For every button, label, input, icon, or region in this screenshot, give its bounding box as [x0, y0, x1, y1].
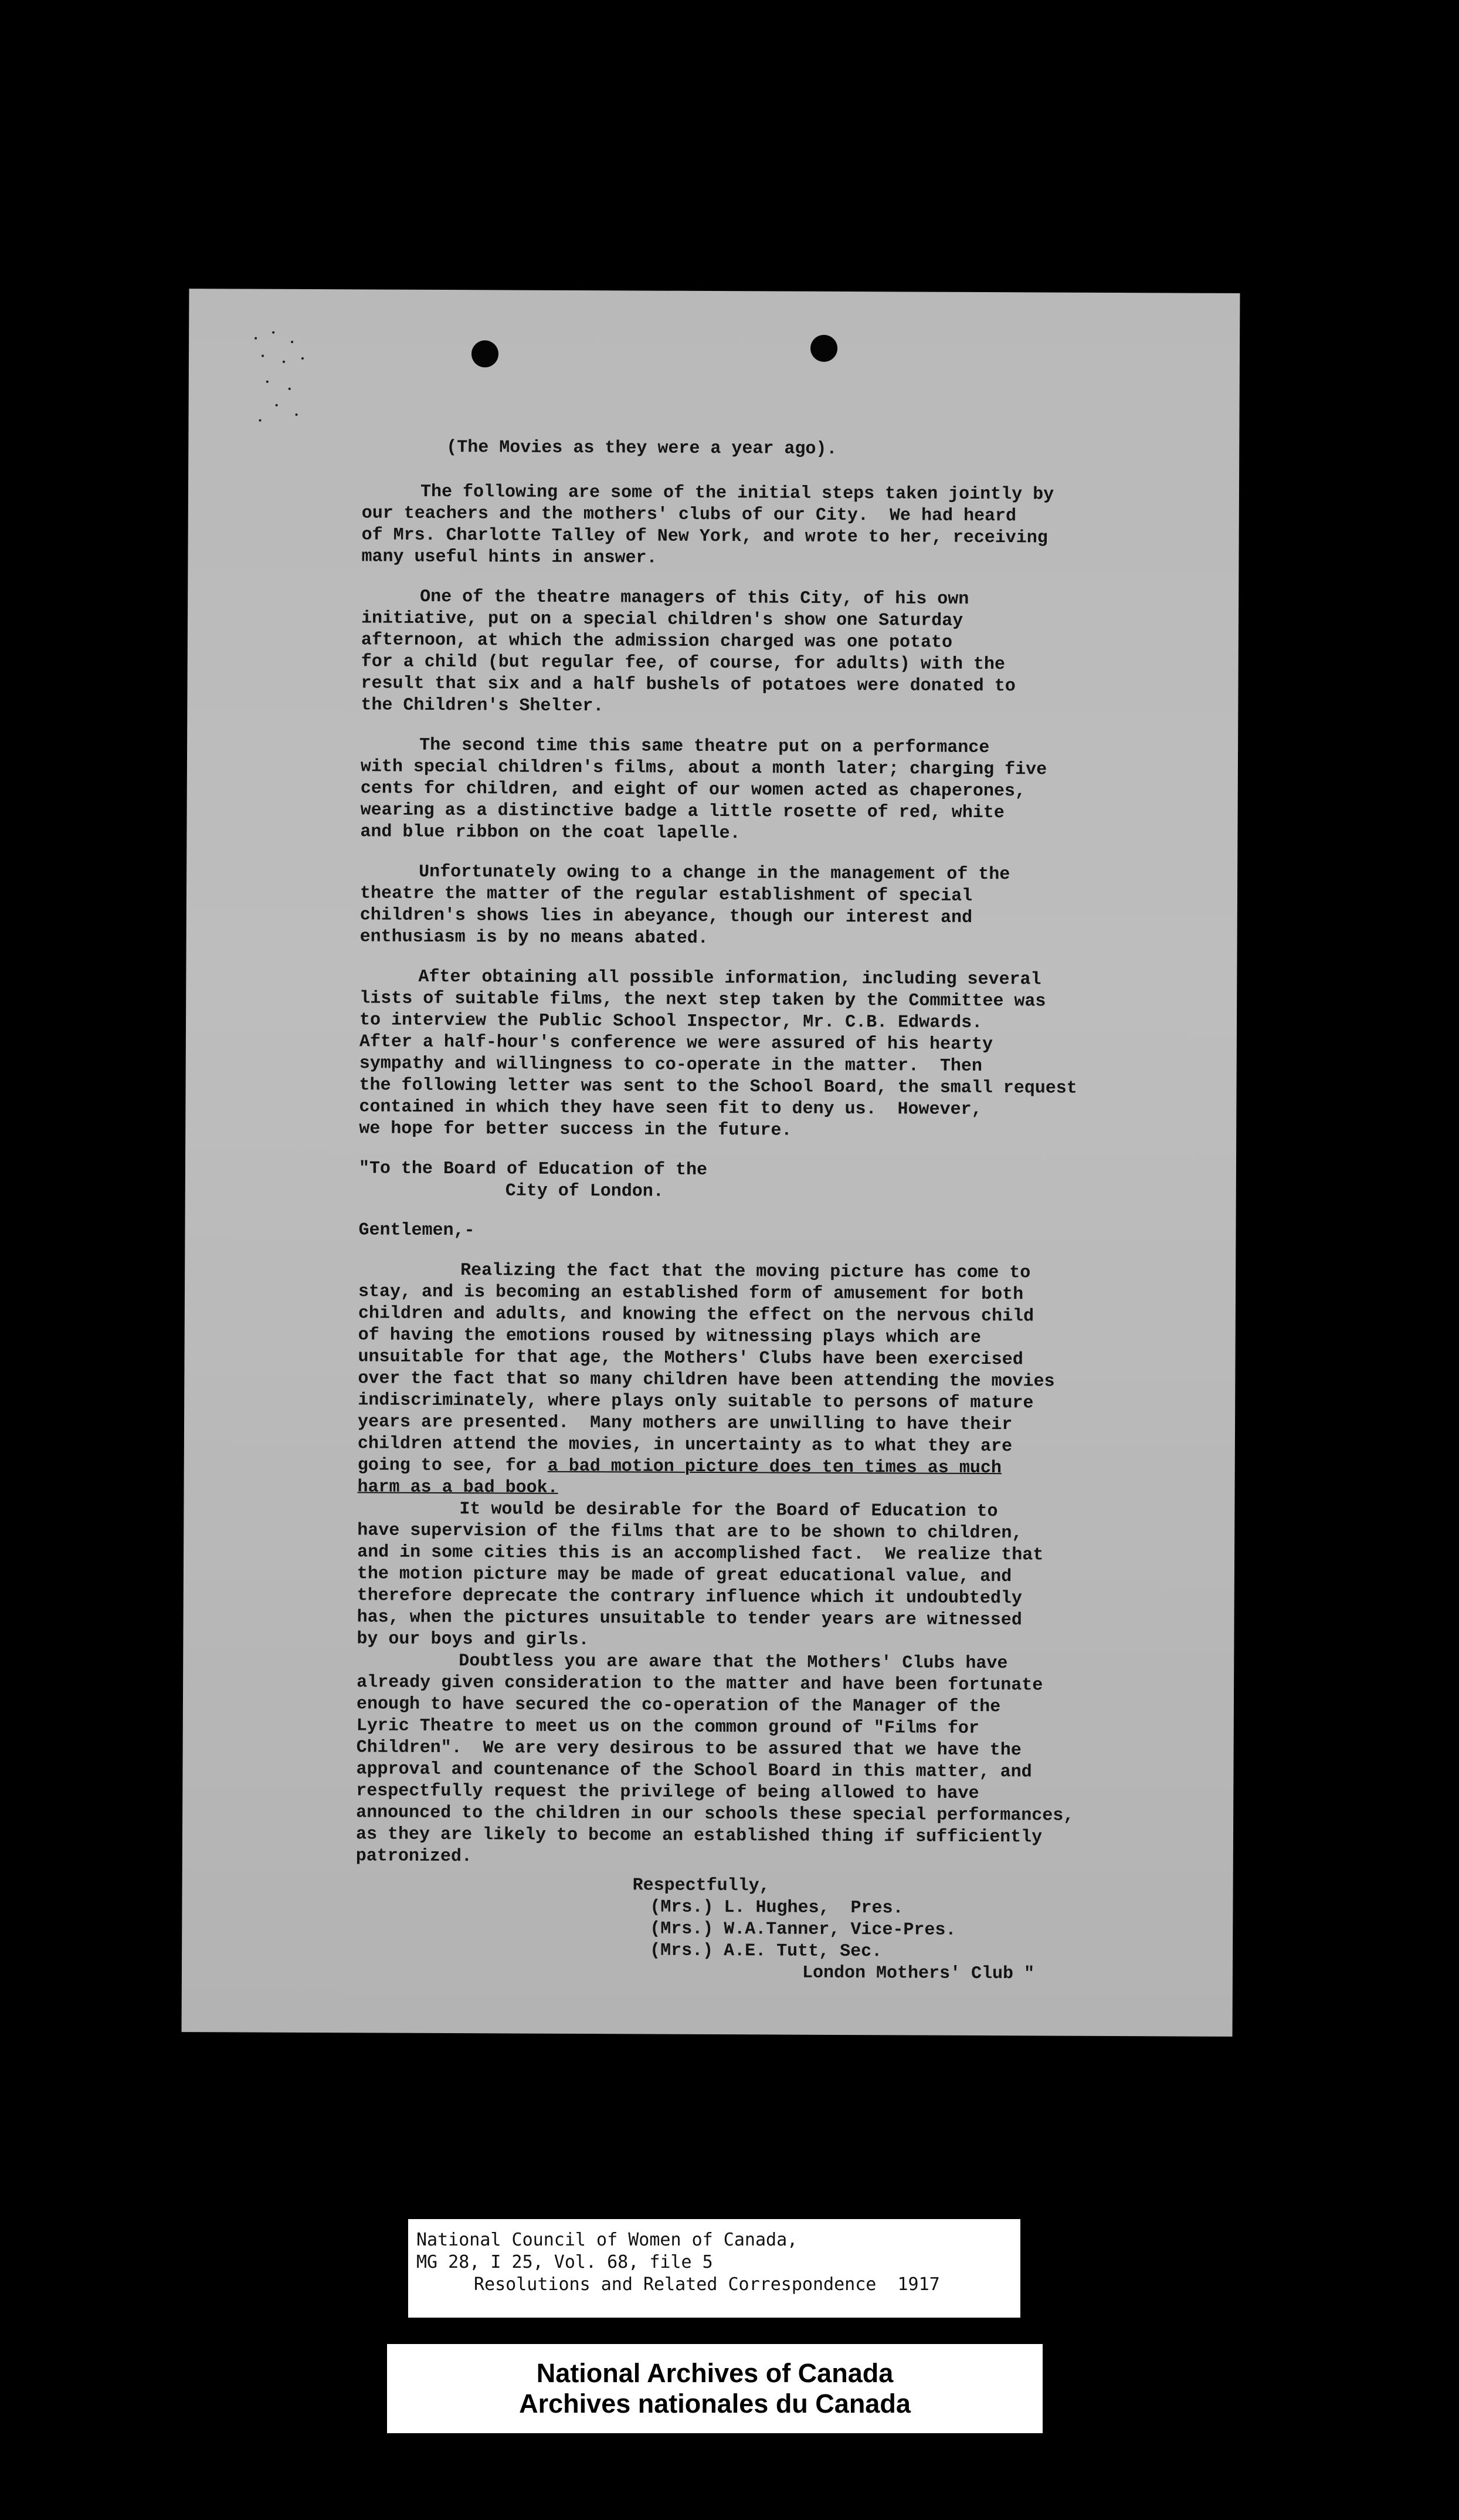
letter-line: unsuitable for that age, the Mothers' Clubs have been exercised [358, 1347, 1023, 1370]
letter-line: as they are likely to become an established thing if sufficiently [355, 1824, 1043, 1848]
letter-line: approval and countenance of the School Board in this matter, and [356, 1759, 1032, 1783]
letter-line: and in some cities this is an accomplished fact. We realize that [357, 1542, 1044, 1566]
signature-line: (Mrs.) L. Hughes, Pres. [650, 1897, 904, 1919]
letter-line: over the fact that so many children have been attending the movies [358, 1369, 1055, 1392]
paragraph-line: children's shows lies in abeyance, though our interest and [359, 905, 973, 928]
letter-line: the motion picture may be made of great educational value, and [357, 1564, 1012, 1587]
letter-line: It would be desirable for the Board of Education to [459, 1499, 998, 1522]
letter-line: Children". We are very desirous to be assured that we have the [356, 1737, 1022, 1761]
document-title: (The Movies as they were a year ago). [446, 438, 837, 459]
paragraph-line: result that six and a half bushels of potatoes were donated to [361, 673, 1016, 697]
letter-line: Lyric Theatre to meet us on the common ground of "Films for [356, 1716, 980, 1739]
letter-line: stay, and is becoming an established form of amusement for both [358, 1282, 1024, 1305]
letter-closing: Respectfully, [632, 1875, 770, 1896]
letter-line: enough to have secured the co-operation of the Manager of the [356, 1694, 1001, 1718]
label-line: National Council of Women of Canada, [416, 2230, 798, 2250]
archive-reference-label [408, 2219, 1020, 2318]
paragraph-line: After a half-hour's conference we were assured of his hearty [359, 1032, 993, 1055]
paragraph-line: theatre the matter of the regular establishment of special [359, 883, 973, 906]
paragraph-line: The second time this same theatre put on a performance [419, 735, 990, 758]
letter-line: Realizing the fact that the moving picture has come to [460, 1261, 1031, 1283]
letter-line: by our boys and girls. [357, 1629, 589, 1651]
paragraph-line: afternoon, at which the admission charged was one potato [361, 630, 953, 653]
paragraph-line: One of the theatre managers of this City, of his own [420, 587, 969, 609]
letter-line: patronized. [355, 1846, 472, 1867]
letter-line: years are presented. Many mothers are unwilling to have their [357, 1412, 1013, 1435]
paragraph-line: Unfortunately owing to a change in the management of the [419, 862, 1010, 885]
letter-line: children and adults, and knowing the effect on the nervous child [358, 1303, 1034, 1327]
document-page [182, 289, 1240, 2037]
archive-name-en: National Archives of Canada [536, 2358, 894, 2388]
paragraph-line: contained in which they have seen fit to deny us. However, [359, 1097, 982, 1120]
paragraph-line: The following are some of the initial steps taken jointly by [420, 482, 1054, 505]
signature-line: (Mrs.) A.E. Tutt, Sec. [650, 1940, 883, 1962]
letter-line: indiscriminately, where plays only suitable to persons of mature [358, 1390, 1034, 1414]
archive-stamp [387, 2344, 1043, 2433]
label-line: MG 28, I 25, Vol. 68, file 5 [416, 2252, 713, 2272]
paragraph-line: After obtaining all possible information, including several [418, 967, 1041, 990]
archive-name-fr: Archives nationales du Canada [519, 2389, 911, 2419]
paragraph-line: the following letter was sent to the School Board, the small request [359, 1075, 1077, 1099]
signature-line: London Mothers' Club " [802, 1963, 1035, 1984]
label-line: Resolutions and Related Correspondence 1917 [474, 2274, 940, 2295]
letter-line: Doubtless you are aware that the Mothers' Clubs have [459, 1651, 1008, 1674]
letter-line: of having the emotions roused by witnessing plays which are [358, 1325, 981, 1349]
paragraph-line: initiative, put on a special children's show one Saturday [361, 608, 963, 631]
paragraph-line: we hope for better success in the future. [359, 1119, 792, 1141]
paragraph-line: to interview the Public School Inspector, Mr. C.B. Edwards. [359, 1010, 983, 1034]
paragraph-line: enthusiasm is by no means abated. [359, 927, 708, 949]
letter-emphasis: harm as a bad book. [357, 1477, 558, 1498]
typed-letter [182, 289, 1240, 2032]
paragraph-line: of Mrs. Charlotte Talley of New York, and wrote to her, receiving [361, 525, 1048, 548]
paragraph-line: lists of suitable films, the next step taken by the Committee was [359, 988, 1046, 1012]
letter-line: already given consideration to the matter and have been fortunate [357, 1672, 1043, 1696]
paragraph-line: wearing as a distinctive badge a little rosette of red, white [360, 800, 1005, 824]
letter-address: "To the Board of Education of the [358, 1159, 708, 1180]
letter-emphasis: a bad motion picture does ten times as much [547, 1456, 1002, 1479]
letter-line: respectfully request the privilege of being allowed to have [356, 1781, 979, 1804]
letter-address: City of London. [505, 1181, 664, 1202]
letter-line: children attend the movies, in uncertainty as to what they are [357, 1434, 1013, 1457]
letter-line: announced to the children in our schools these special performances, [356, 1803, 1074, 1826]
paragraph-line: and blue ribbon on the coat lapelle. [360, 822, 741, 844]
paragraph-line: our teachers and the mothers' clubs of our City. We had heard [361, 503, 1017, 527]
letter-line: have supervision of the films that are to be shown to children, [357, 1520, 1023, 1544]
paragraph-line: with special children's films, about a month later; charging five [360, 757, 1047, 780]
paragraph-line: cents for children, and eight of our women acted as chaperones, [360, 778, 1026, 802]
paragraph-line: sympathy and willingness to co-operate in the matter. Then [359, 1054, 982, 1077]
letter-line: going to see, for [357, 1455, 548, 1476]
paragraph-line: the Children's Shelter. [361, 695, 604, 717]
letter-line: therefore deprecate the contrary influence which it undoubtedly [357, 1586, 1023, 1609]
paragraph-line: many useful hints in answer. [361, 547, 657, 568]
signature-line: (Mrs.) W.A.Tanner, Vice-Pres. [650, 1919, 956, 1940]
letter-salutation: Gentlemen,- [358, 1220, 475, 1241]
paragraph-line: for a child (but regular fee, of course, for adults) with the [361, 652, 1005, 675]
letter-line: has, when the pictures unsuitable to tender years are witnessed [357, 1607, 1022, 1631]
